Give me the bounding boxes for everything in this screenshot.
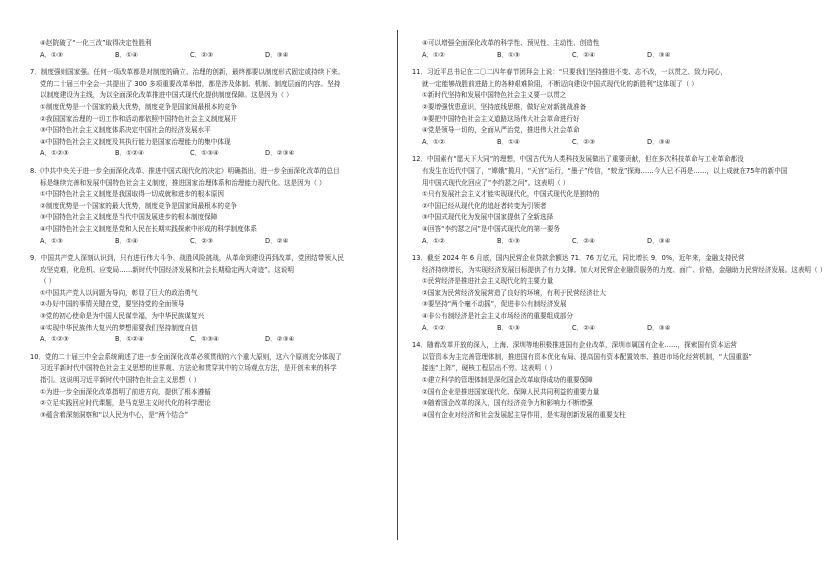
q8-stem-line-2: 标是继续完善和发展中国特色社会主义制度，推进国家治理体系和治理能力现代化。这是因为（ ） xyxy=(40,178,326,187)
q9-stem-line-1: 9．中国共产党人深刻认识到，只有进行伟大斗争、战胜风险挑战，从革命到建设再到改革，党团结带领人民 xyxy=(30,254,345,263)
q11-choice-a[interactable]: A．①② xyxy=(422,137,445,146)
q8-choice-a[interactable]: A．①③ xyxy=(40,236,63,245)
q6-choice-b[interactable]: B．①④ xyxy=(115,50,138,59)
q11-option-3: ③要把中国特色社会主义道路这场伟大社会革命进行好 xyxy=(422,114,580,123)
q10-choice-d[interactable]: D．③④ xyxy=(647,50,671,59)
q9-choice-c[interactable]: C．①③④ xyxy=(190,335,219,344)
q12-option-3: ③中国式现代化为发展中国家提供了全新选择 xyxy=(422,213,554,222)
q10-stem-line-3: 指引。这说明习近平新时代中国特色社会主义思想（ ） xyxy=(40,376,201,385)
q9-stem-line-2: 攻坚克难，化危机、应变局……新时代中国经济发展和社会长期稳定两大奇迹”。这说明 xyxy=(40,265,294,274)
q13-stem-line-2: 经济持续增长，为实现经济发展目标提供了有力支撑。加大对民营企业融资服务的力度、面广、价格，金融助力民营经济发展。这表明（ ） xyxy=(422,265,826,274)
q13-stem-line-1: 13．截至 2024 年 6 月底，国内民营企业贷款余额达 71．76 万亿元，同比增长 9．0%，近年来，金融支持民营 xyxy=(412,254,745,263)
q12-option-1: ①只有发展社会主义才能实现现代化，中国式现代化是独特的 xyxy=(422,190,600,199)
q10-choice-a[interactable]: A．①② xyxy=(422,50,445,59)
q12-choice-d[interactable]: D．③④ xyxy=(647,236,671,245)
q12-choice-c[interactable]: C．②④ xyxy=(572,236,596,245)
q7-option-2: ②我国国家治理的一切工作和活动都依照中国特色社会主义制度展开 xyxy=(40,114,238,123)
q12-option-4: ④回答“李约瑟之问”是中国式现代化的第一要务 xyxy=(422,224,561,233)
q6-choices xyxy=(30,50,382,62)
q7-option-1: ①制度优势是一个国家的最大优势，制度竞争是国家间最根本的竞争 xyxy=(40,102,238,111)
q9-choice-a[interactable]: A．①②③ xyxy=(40,335,69,344)
q9-option-4: ④实现中华民族伟大复兴的梦想需要我们坚持制度自信 xyxy=(40,323,198,332)
q8-choices xyxy=(30,236,382,248)
q8-choice-d[interactable]: D．②④ xyxy=(265,236,289,245)
q6-option-4: ④赵院破了“一化三改”取得决定性胜利 xyxy=(40,39,152,47)
q11-choice-d[interactable]: D．③④ xyxy=(647,137,671,146)
q6-choice-a[interactable]: A．①③ xyxy=(40,50,63,59)
q10-choices xyxy=(412,50,764,62)
column-divider xyxy=(397,30,398,540)
q13-choice-a[interactable]: A．①② xyxy=(422,323,445,332)
q14-stem-line-3: 接连“上阵”，硬核工程层出不穷。这表明（ ） xyxy=(422,364,557,373)
q12-option-2: ②中国已经从现代化的追赶者转变为引领者 xyxy=(422,201,547,210)
q13-option-3: ③要坚持“两个毫不动摇”，促进非公有制经济发展 xyxy=(422,300,567,309)
q11-option-2: ②要增强忧患意识，坚持底线思维，做好应对新挑战准备 xyxy=(422,102,587,111)
q8-option-1: ①中国特色社会主义制度是我国取得一切成就和进步的根本原因 xyxy=(40,190,224,199)
q13-choice-b[interactable]: B．①③ xyxy=(497,323,520,332)
q11-stem-line-1: 11．习近平总书记在二〇二四年春节团拜会上说：“只要我们坚持推进不变、志不改，一以贯之、致力同心， xyxy=(412,68,728,77)
q8-option-3: ③中国特色社会主义制度是当代中国发展进步的根本制度保障 xyxy=(40,213,218,222)
q11-stem-line-2: 就一定能够战胜前进路上的各种艰难险阻，不断迈向建设中国式现代化的新胜利”这体现了（ ） xyxy=(422,79,698,88)
q7-choices xyxy=(30,148,382,160)
q11-option-4: ④党是领导一切的，全面从严治党，推进伟大社会革命 xyxy=(422,126,580,135)
q6-choice-c[interactable]: C．②③ xyxy=(190,50,214,59)
q8-stem-line-1: 8.《中共中央关于进一步全面深化改革、推进中国式现代化的决定》明确指出，进一步全面深化改革的总目 xyxy=(30,166,340,175)
q14-option-4: ④国有企业对经济和社会发展起主导作用，是实现创新发展的重要支柱 xyxy=(422,410,626,419)
q6-choice-d[interactable]: D．③④ xyxy=(265,50,289,59)
q14-stem-line-1: 14．随着改革开放的深入，上海、深圳等地积极推进国有企业改革，深圳市属国有企业……，探索国有资本运营 xyxy=(412,341,737,350)
q10-choice-c[interactable]: C．②④ xyxy=(572,50,596,59)
q10-option-4: ④可以增强全面深化改革的科学性、预见性、主动性、创造性 xyxy=(422,39,600,47)
q7-choice-a[interactable]: A．①②③ xyxy=(40,149,69,158)
q12-stem-line-2: 有发生在近代中国了，“嫦娥”揽月，“天宫”运行，“墨子”传信，“蛟龙”探海……今人已不再是……，以上成就在75年的新中国 xyxy=(422,166,788,175)
q13-option-2: ②国家为民营经济发展营造了良好的环境，有利于民营经济壮大 xyxy=(422,288,606,297)
q13-choice-c[interactable]: C．②④ xyxy=(572,323,596,332)
q11-choice-b[interactable]: B．①④ xyxy=(497,137,520,146)
q10-option-2: ②立足实践回应时代课题，是马克思主义时代化的科学理论 xyxy=(40,399,211,408)
q13-option-1: ①民营经济是推进社会主义现代化的主要力量 xyxy=(422,277,554,286)
right-column xyxy=(412,38,826,421)
q9-choice-b[interactable]: B．①②④ xyxy=(115,335,144,344)
q9-choice-d[interactable]: D．②③④ xyxy=(265,335,295,344)
q12-stem-line-1: 12．中国素有“愿天下大同”的理想，中国古代为人类科技发展做出了重要贡献，但在多次科技革命与工业革命都没 xyxy=(412,155,744,164)
q10-stem-line-1: 10．党的二十届三中全会系统阐述了进一步全面深化改革必须贯彻的六个重大原则，这六个原则充分体现了 xyxy=(30,352,342,361)
q12-choice-b[interactable]: B．①③ xyxy=(497,236,520,245)
q13-choice-d[interactable]: D．③④ xyxy=(647,323,671,332)
q10-choice-b[interactable]: B．①③ xyxy=(497,50,520,59)
q10-option-1: ①为进一步全面深化改革指明了前进方向，提供了根本遵循 xyxy=(40,387,211,396)
q11-choices xyxy=(412,137,764,149)
q11-option-1: ①新时代坚持和发展中国特色社会主义要一以贯之 xyxy=(422,91,567,100)
q7-stem-line-1: 7．制度强则国家强。任何一项改革都是对制度的确立、治理的创新，最终都要以制度形式固定或持续下来。 xyxy=(30,68,345,77)
q14-option-3: ③随着国企改革的深入，国有经济竞争力和影响力不断增强 xyxy=(422,399,593,408)
q11-choice-c[interactable]: C．②③ xyxy=(572,137,596,146)
q9-answer-paren: （ ） xyxy=(40,277,56,286)
q14-option-1: ①建立科学的管理体制是深化国企改革取得成功的重要保障 xyxy=(422,376,593,385)
q9-option-2: ②办好中国的事情关键在党，要坚持党的全面领导 xyxy=(40,300,185,309)
q12-choice-a[interactable]: A．①② xyxy=(422,236,445,245)
q8-option-2: ②制度优势是一个国家的最大优势，制度竞争是国家间最根本的竞争 xyxy=(40,201,238,210)
q7-stem-line-2: 党的二十届三中全会一共提出了 300 多项重要改革举措，都是涉及体制、机制、制度层面的内容。坚持 xyxy=(40,79,341,88)
q9-choices xyxy=(30,334,382,346)
q7-choice-c[interactable]: C．①③④ xyxy=(190,149,219,158)
q9-option-3: ③党的初心使命是为中国人民谋幸福，为中华民族谋复兴 xyxy=(40,312,205,321)
q7-choice-d[interactable]: D．②③④ xyxy=(265,149,295,158)
q8-choice-b[interactable]: B．①④ xyxy=(115,236,138,245)
q7-choice-b[interactable]: B．①②④ xyxy=(115,149,144,158)
q7-stem-line-3: 以制度建设为主线，为以全面深化改革推进中国式现代化提供制度保障。这是因为（ ） xyxy=(40,91,293,100)
q13-option-4: ④非公有制经济是社会主义市场经济的重要组成部分 xyxy=(422,312,573,321)
q8-choice-c[interactable]: C．②③ xyxy=(190,236,214,245)
q9-option-1: ①中国共产党人以问题为导向，彰显了巨大的政治勇气 xyxy=(40,288,198,297)
q8-option-4: ④中国特色社会主义制度是党和人民在长期实践探索中形成的科学制度体系 xyxy=(40,224,257,233)
q10-option-3: ③蕴含着深刻洞察和“以人民为中心，是“两个结合” xyxy=(40,410,189,419)
q7-option-3: ③中国特色社会主义制度体系决定中国社会的经济发展水平 xyxy=(40,126,211,135)
q14-stem-line-2: 以管资本为主完善管理体制，推进国有资本优化布局、提高国有资本配置效率、推进市场化经营机制，“大国重器” xyxy=(422,352,752,361)
left-column xyxy=(30,38,382,421)
q10-stem-line-2: 习近平新时代中国特色社会主义思想的世界观、方法论和贯穿其中的立场观点方法，是开创未来的科学 xyxy=(40,364,337,373)
q12-stem-line-3: 用中国式现代化回应了“李约瑟之问”。这表明（ ） xyxy=(422,178,570,187)
q14-option-2: ②国有企业是推进国家现代化、保障人民共同利益的重要力量 xyxy=(422,387,600,396)
q12-choices xyxy=(412,236,764,248)
q13-choices xyxy=(412,323,764,335)
q7-option-4: ④中国特色社会主义制度及其执行能力是国家治理能力的集中体现 xyxy=(40,137,231,146)
